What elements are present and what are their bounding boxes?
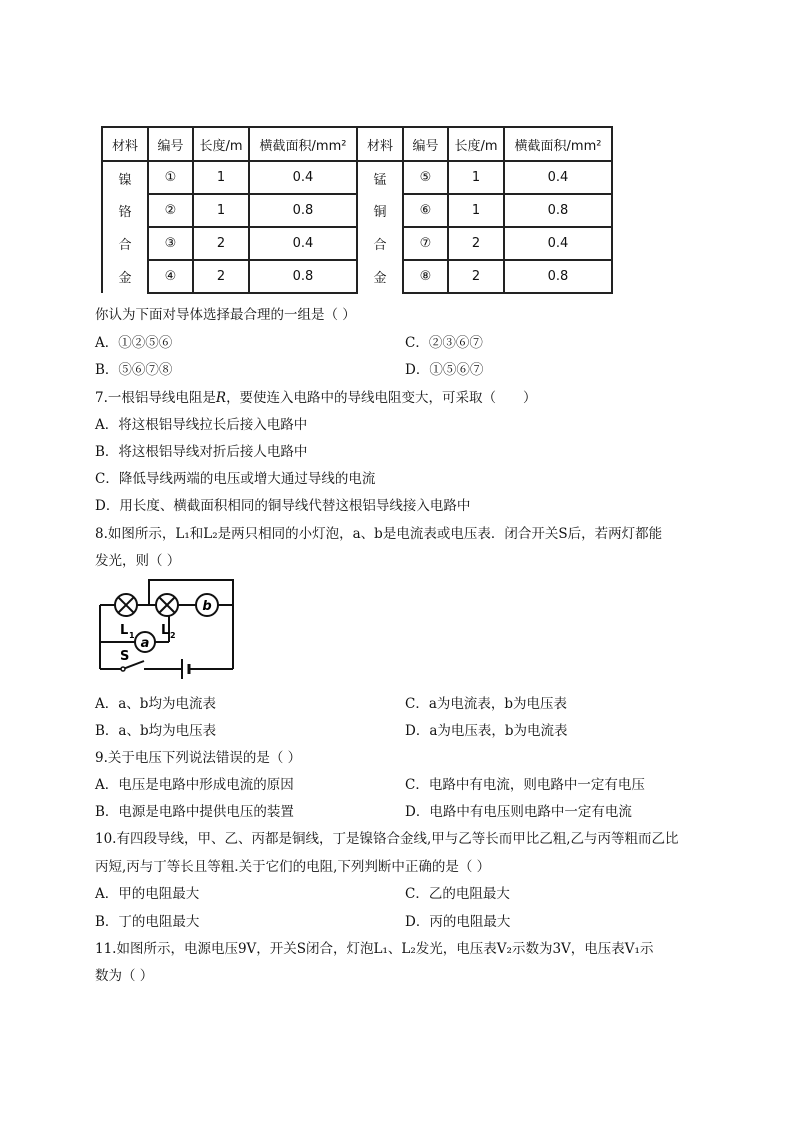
q10-option-c[interactable]: C．乙的电阻最大 [405,886,510,902]
material-char: 铜 [357,194,403,227]
q8-option-a[interactable]: A．a、b均为电流表 [95,696,216,712]
q9-option-b[interactable]: B．电源是电路中提供电压的装置 [95,804,294,820]
lamp-l2-subscript: 2 [170,631,176,640]
material-char: 铬 [102,194,148,227]
q7-option-d[interactable]: D．用长度、横截面积相同的铜导线代替这根铝导线接入电路中 [95,498,471,514]
sample-length: 2 [448,260,504,293]
q10-option-b[interactable]: B．丁的电阻最大 [95,914,200,930]
table-row [102,260,612,293]
sample-area: 0.4 [249,161,357,194]
q8-stem-line2: 发光，则（ ） [95,553,181,569]
lamp-l1-label: L [120,623,129,638]
header-cell: 横截面积/mm² [249,127,357,161]
q6-stem: 你认为下面对导体选择最合理的一组是（ ） [95,307,356,323]
q8-option-b[interactable]: B．a、b均为电压表 [95,723,217,739]
sample-number: ⑥ [403,194,448,227]
table-row [102,194,612,227]
q11-stem-line1: 11.如图所示，电源电压9V，开关S闭合，灯泡L₁、L₂发光，电压表V₂示数为3V，电压表V₁示 [95,941,654,957]
sample-length: 1 [193,161,249,194]
material-char: 合 [357,227,403,260]
q9-stem: 9.关于电压下列说法错误的是（ ） [95,750,302,766]
switch-label: S [120,649,130,664]
table-header-row [102,127,612,161]
sample-length: 2 [193,227,249,260]
sample-length: 2 [448,227,504,260]
q6-option-a[interactable]: A．①②⑤⑥ [95,335,173,351]
materials-table [101,126,613,294]
material-char: 合 [102,227,148,260]
header-cell: 长度/m [448,127,504,161]
q8-stem-line1: 8.如图所示，L₁和L₂是两只相同的小灯泡，a、b是电流表或电压表．闭合开关S后，若两灯都能 [95,526,663,542]
sample-area: 0.8 [249,260,357,293]
q7-option-b[interactable]: B．将这根铝导线对折后接人电路中 [95,444,308,460]
q7-option-c[interactable]: C．降低导线两端的电压或增大通过导线的电流 [95,471,376,487]
q7-stem-post: ，要使连入电路中的导线电阻变大，可采取（ ） [226,390,537,406]
q7-option-a[interactable]: A．将这根铝导线拉长后接入电路中 [95,417,308,433]
q10-stem-line2: 丙短,丙与丁等长且等粗.关于它们的电阻,下列判断中正确的是（ ） [95,859,491,875]
table-row [102,161,612,194]
material-char: 锰 [357,161,403,194]
sample-number: ⑤ [403,161,448,194]
q10-option-a[interactable]: A．甲的电阻最大 [95,886,200,902]
q11-stem-line2: 数为（ ） [95,968,154,984]
q10-option-d[interactable]: D．丙的电阻最大 [405,914,511,930]
q7-stem-var: R [215,390,227,406]
header-cell: 编号 [148,127,193,161]
sample-area: 0.4 [249,227,357,260]
q6-option-d[interactable]: D．①⑤⑥⑦ [405,362,484,378]
material-char: 金 [102,260,148,293]
sample-area: 0.8 [504,260,612,293]
header-cell: 材料 [102,127,148,161]
sample-length: 2 [193,260,249,293]
material-char: 镍 [102,161,148,194]
q8-option-c[interactable]: C．a为电流表，b为电压表 [405,696,568,712]
q7-stem [95,386,537,406]
q9-option-c[interactable]: C．电路中有电流，则电路中一定有电压 [405,777,645,793]
table-row [102,227,612,260]
q8-circuit-diagram [96,576,238,680]
sample-area: 0.4 [504,227,612,260]
header-cell: 横截面积/mm² [504,127,612,161]
material-char: 金 [357,260,403,293]
header-cell: 材料 [357,127,403,161]
sample-length: 1 [193,194,249,227]
header-cell: 编号 [403,127,448,161]
sample-area: 0.8 [249,194,357,227]
lamp-l1-subscript: 1 [129,631,135,640]
lamp-l2-label: L [161,623,170,638]
sample-length: 1 [448,194,504,227]
q6-option-c[interactable]: C．②③⑥⑦ [405,335,483,351]
q8-option-d[interactable]: D．a为电压表，b为电流表 [405,723,568,739]
meter-a-label: a [140,636,150,651]
sample-number: ⑧ [403,260,448,293]
meter-b-label: b [202,599,212,614]
q9-option-d[interactable]: D．电路中有电压则电路中一定有电流 [405,804,632,820]
sample-length: 1 [448,161,504,194]
sample-area: 0.8 [504,194,612,227]
lamp-l2-icon [156,594,178,616]
q10-stem-line1: 10.有四段导线，甲、乙、丙都是铜线，丁是镍铬合金线,甲与乙等长而甲比乙粗,乙与丙等粗而乙比 [95,831,679,847]
q6-option-b[interactable]: B．⑤⑥⑦⑧ [95,362,173,378]
header-cell: 长度/m [193,127,249,161]
sample-number: ② [148,194,193,227]
sample-number: ③ [148,227,193,260]
sample-number: ⑦ [403,227,448,260]
q7-stem-pre: 7.一根铝导线电阻是 [95,390,216,406]
sample-number: ① [148,161,193,194]
q9-option-a[interactable]: A．电压是电路中形成电流的原因 [95,777,294,793]
sample-number: ④ [148,260,193,293]
sample-area: 0.4 [504,161,612,194]
lamp-l1-icon [115,594,137,616]
